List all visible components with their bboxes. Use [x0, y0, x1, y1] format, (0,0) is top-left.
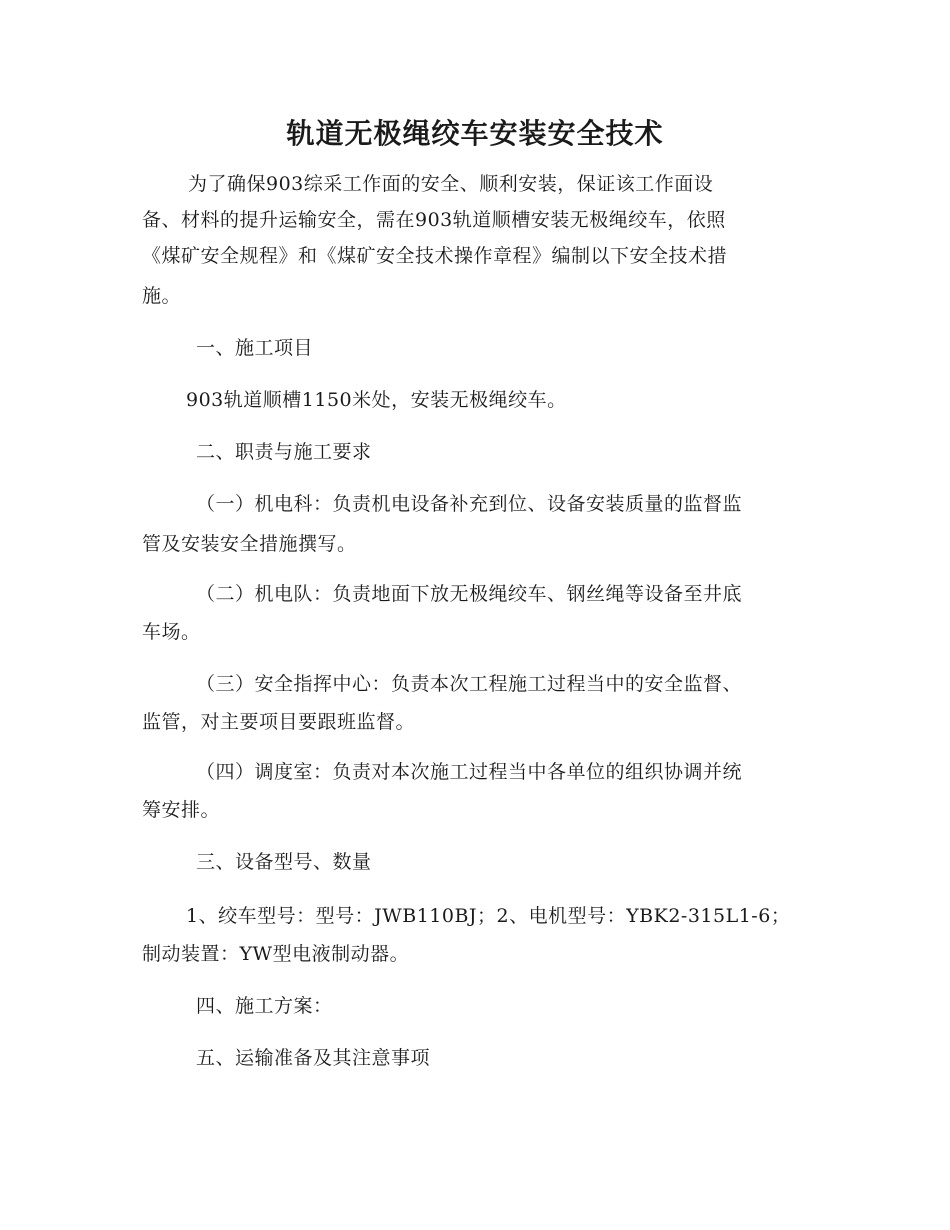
intro-line: 备、材料的提升运输安全，需在903轨道顺槽安装无极绳绞车，依照	[142, 209, 726, 231]
equipment-line: 制动装置：YW型电液制动器。	[142, 943, 410, 965]
duty-item-line: （一）机电科：负责机电设备补充到位、设备安装质量的监督监	[196, 493, 743, 515]
section-heading-equipment: 三、设备型号、数量	[196, 851, 372, 873]
equipment-line: 1、绞车型号：型号：JWB110BJ；2、电机型号：YBK2-315L1-6；	[186, 905, 791, 927]
duty-item-line: （四）调度室：负责对本次施工过程当中各单位的组织协调并统	[196, 761, 743, 783]
section-heading-construction-item: 一、施工项目	[196, 337, 314, 359]
intro-line: 《煤矿安全规程》和《煤矿安全技术操作章程》编制以下安全技术措	[142, 245, 728, 267]
duty-item-line: （二）机电队：负责地面下放无极绳绞车、钢丝绳等设备至井底	[196, 583, 743, 605]
duty-item-line: 监管，对主要项目要跟班监督。	[142, 711, 416, 733]
document-title: 轨道无极绳绞车安装安全技术	[286, 117, 664, 150]
duty-item-line: 车场。	[142, 621, 201, 643]
section-text-construction-item: 903轨道顺槽1150米处，安装无极绳绞车。	[186, 389, 567, 411]
duty-item-line: 筹安排。	[142, 799, 221, 821]
section-heading-construction-plan: 四、施工方案：	[196, 995, 333, 1017]
intro-line: 为了确保903综采工作面的安全、顺利安装，保证该工作面设	[188, 173, 714, 195]
section-heading-transport-prep: 五、运输准备及其注意事项	[196, 1047, 431, 1069]
duty-item-line: （三）安全指挥中心：负责本次工程施工过程当中的安全监督、	[196, 673, 743, 695]
section-heading-duties: 二、职责与施工要求	[196, 441, 372, 463]
intro-line: 施。	[142, 285, 182, 307]
duty-item-line: 管及安装安全措施撰写。	[142, 533, 357, 555]
